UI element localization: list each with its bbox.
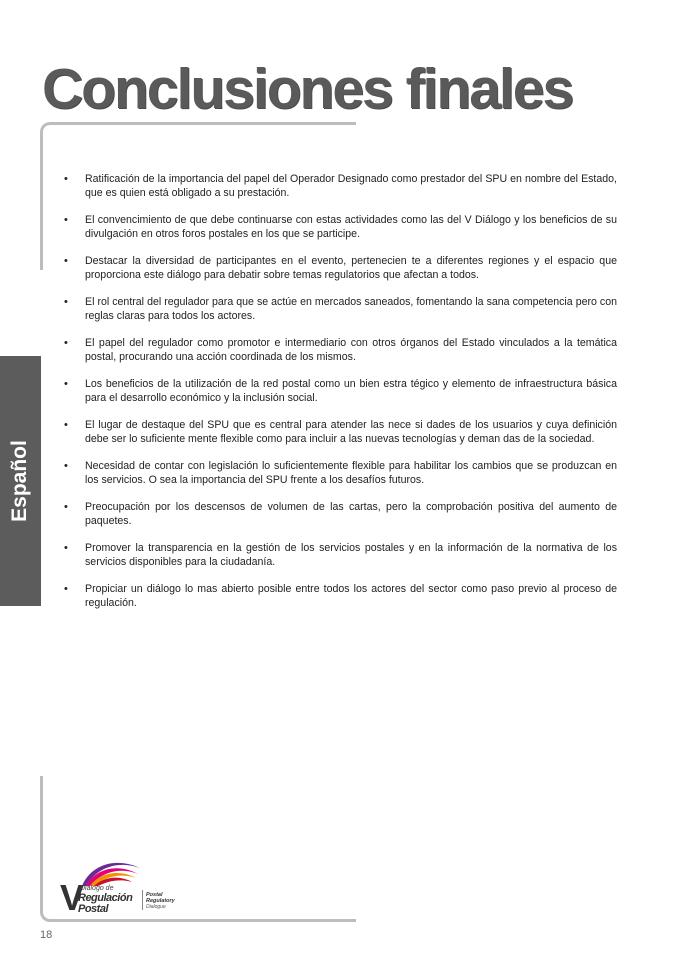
bullet-glyph: •: [64, 501, 68, 513]
list-item-text: Propiciar un diálogo lo mas abierto posible entre todos los actores del sector como paso previo al proceso de regulación.: [85, 583, 617, 609]
list-item-text: Necesidad de contar con legislación lo suficientemente flexible para habilitar los cambios que se produzcan en los servicios. O sea la importancia del SPU frente a los desafíos futuros.: [85, 460, 617, 486]
list-item-text: Destacar la diversidad de participantes en el evento, pertenecien te a diferentes regiones y el espacio que proporciona este diálogo para debatir sobre temas regulatorios que afectan a todos.: [85, 255, 617, 281]
logo-line-1: Diálogo de: [80, 885, 114, 892]
list-item: [64, 295, 617, 323]
bullet-glyph: •: [64, 378, 68, 390]
logo-english-line-2: Regulatory: [146, 898, 175, 904]
bullet-glyph: •: [64, 296, 68, 308]
bullet-glyph: •: [64, 542, 68, 554]
bullet-glyph: •: [64, 419, 68, 431]
list-item-text: Preocupación por los descensos de volumen de las cartas, pero la comprobación positiva del aumento de paquetes.: [85, 501, 617, 527]
list-item: [64, 254, 617, 282]
dialogo-regulacion-postal-logo: [58, 852, 198, 916]
list-item-text: Los beneficios de la utilización de la red postal como un bien estra tégico y elemento de infraestructura básica para el desarrollo económico y la inclusión social.: [85, 378, 617, 404]
list-item-text: El rol central del regulador para que se actúe en mercados saneados, fomentando la sana competencia pero con reglas claras para todos los actores.: [85, 296, 617, 322]
logo-english-line-3: Dialogue: [146, 904, 166, 910]
list-item: [64, 418, 617, 446]
bullet-glyph: •: [64, 583, 68, 595]
page-title: Conclusiones finales: [42, 57, 573, 121]
conclusions-list: [64, 172, 617, 623]
bullet-glyph: •: [64, 460, 68, 472]
logo-english-line-1: Postal: [146, 892, 163, 898]
bullet-glyph: •: [64, 255, 68, 267]
list-item: [64, 541, 617, 569]
language-label: Español: [8, 440, 31, 522]
list-item-text: Promover la transparencia en la gestión de los servicios postales y en la información de la normativa de los servicios disponibles para la ciudadanía.: [85, 542, 617, 568]
page-number: 18: [40, 929, 53, 941]
logo-numeral: V: [60, 877, 83, 918]
bullet-glyph: •: [64, 173, 68, 185]
language-side-tab: [0, 356, 41, 606]
logo-separator: [142, 890, 143, 910]
list-item: [64, 336, 617, 364]
list-item: [64, 582, 617, 610]
list-item: [64, 213, 617, 241]
bullet-glyph: •: [64, 337, 68, 349]
logo-line-3: Postal: [78, 903, 109, 915]
list-item: [64, 459, 617, 487]
list-item-text: El convencimiento de que debe continuarse con estas actividades como las del V Diálogo y los beneficios de su divulgación en otros foros postales en los que se participe.: [85, 214, 617, 240]
list-item-text: El papel del regulador como promotor e intermediario con otros órganos del Estado vinculados a la temática postal, procurando una acción coordinada de los mismos.: [85, 337, 617, 363]
logo-line-2: Regulación: [78, 892, 133, 904]
bullet-glyph: •: [64, 214, 68, 226]
list-item: [64, 377, 617, 405]
list-item: [64, 500, 617, 528]
list-item-text: Ratificación de la importancia del papel del Operador Designado como prestador del SPU en nombre del Estado, que es quien está obligado a su prestación.: [85, 173, 617, 199]
list-item: [64, 172, 617, 200]
list-item-text: El lugar de destaque del SPU que es central para atender las nece si dades de los usuarios y cuya definición debe ser lo suficiente mente flexible como para incluir a las nuevas tecnologías y deman das de la sociedad.: [85, 419, 617, 445]
